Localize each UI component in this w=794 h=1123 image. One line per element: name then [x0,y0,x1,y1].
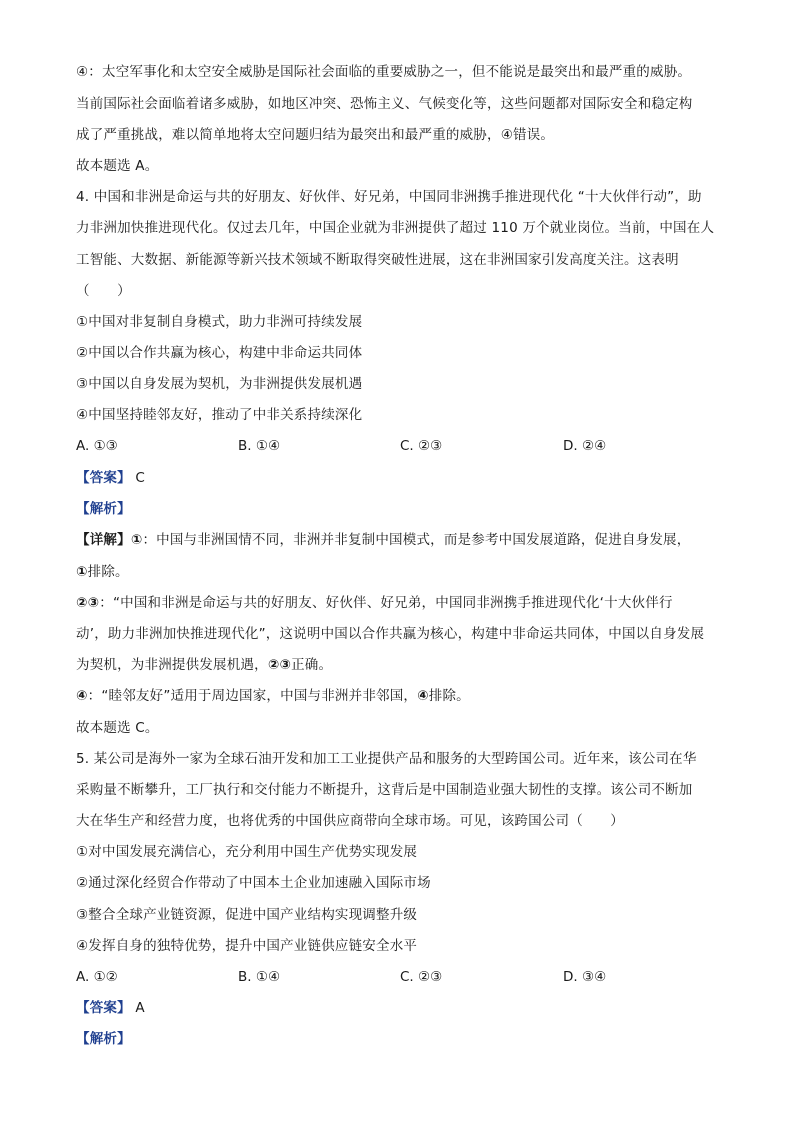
q3-conclusion: 故本题选 A。 [76,158,159,174]
q4-statement-2: ②中国以合作共赢为核心，构建中非命运共同体 [76,345,363,361]
q5-option-b: B. ①④ [238,969,281,985]
q4-stem-line-2: 力非洲加快推进现代化。仅过去几年，中国企业就为非洲提供了超过 110 万个就业岗位。当前，中国在人 [76,220,715,236]
detail-text: 排除。 [428,688,470,704]
answer-tag: 【答案】 [76,1000,131,1016]
q5-stem-line-3: 大在华生产和经营力度，也将优秀的中国供应商带向全球市场。可见，该跨国公司（ ） [76,813,624,829]
q4-analysis-heading [76,499,734,519]
q4-stem-line-4: （ ） [76,283,131,299]
q3-explanation-line-1: ④：太空军事化和太空安全威胁是国际社会面临的重要威胁之一，但不能说是最突出和最严重的威胁。 [76,64,692,80]
q3-explanation-line-3: 成了严重挑战，难以简单地将太空问题归结为最突出和最严重的威胁，④错误。 [76,127,555,143]
answer-value: A [135,1000,145,1016]
detail-text: 正确。 [291,657,333,673]
q4-statement-1: ①中国对非复制自身模式，助力非洲可持续发展 [76,314,363,330]
q5-stem-line-1: 5. 某公司是海外一家为全球石油开发和加工工业提供产品和服务的大型跨国公司。近年来，该公司在华 [76,751,697,767]
q5-statement-1: ①对中国发展充满信心，充分利用中国生产优势实现发展 [76,844,418,860]
q4-detail-line-6 [76,686,734,706]
q5-statement-2: ②通过深化经贸合作带动了中国本土企业加速融入国际市场 [76,875,431,891]
detail-ref: ④ [76,688,88,704]
q4-option-c: C. ②③ [400,438,443,454]
analysis-tag: 【解析】 [76,1031,131,1047]
q4-answer [76,468,734,488]
detail-ref: ②③ [267,657,292,673]
detail-text: 排除。 [87,564,129,580]
detail-ref: ④ [417,688,429,704]
q4-detail-line-4: 动’，助力非洲加快推进现代化”，这说明中国以合作共赢为核心，构建中非命运共同体，中国以自身发展 [76,626,705,642]
detail-ref: ① [130,532,143,548]
answer-value: C [135,470,145,486]
answer-tag: 【答案】 [76,470,131,486]
q4-conclusion: 故本题选 C。 [76,720,159,736]
detail-ref: ① [76,564,88,580]
q4-stem-line-1: 4. 中国和非洲是命运与共的好朋友、好伙伴、好兄弟，中国同非洲携手推进现代化 “十大伙伴行动”，助 [76,189,702,205]
q4-detail-line-3 [76,593,734,613]
q4-detail-line-5 [76,655,734,675]
q4-detail-line-2 [76,562,734,582]
q5-option-a: A. ①② [76,969,118,985]
q4-stem-line-3: 工智能、大数据、新能源等新兴技术领域不断取得突破性进展，这在非洲国家引发高度关注。这表明 [76,252,679,268]
q4-statement-3: ③中国以自身发展为契机，为非洲提供发展机遇 [76,376,363,392]
q5-option-d: D. ③④ [563,969,607,985]
q4-option-a: A. ①③ [76,438,118,454]
detail-text: ：“睦邻友好”适用于周边国家，中国与非洲并非邻国， [87,688,418,704]
detail-text: ：“中国和非洲是命运与共的好朋友、好伙伴、好兄弟，中国同非洲携手推进现代化‘十大伙伴行 [99,595,673,611]
q4-detail-line-1 [76,530,734,550]
detail-tag: 【详解】 [76,532,131,548]
q5-answer [76,998,734,1018]
q5-stem-line-2: 采购量不断攀升，工厂执行和交付能力不断提升，这背后是中国制造业强大韧性的支撑。该公司不断加 [76,782,693,798]
analysis-tag: 【解析】 [76,501,131,517]
q4-option-d: D. ②④ [563,438,607,454]
detail-text: 为契机，为非洲提供发展机遇， [76,657,268,673]
q5-statement-3: ③整合全球产业链资源，促进中国产业结构实现调整升级 [76,907,418,923]
q5-option-c: C. ②③ [400,969,443,985]
q3-explanation-line-2: 当前国际社会面临着诸多威胁，如地区冲突、恐怖主义、气候变化等，这些问题都对国际安全和稳定构 [76,96,693,112]
q5-statement-4: ④发挥自身的独特优势，提升中国产业链供应链安全水平 [76,938,418,954]
q4-option-b: B. ①④ [238,438,281,454]
q4-statement-4: ④中国坚持睦邻友好，推动了中非关系持续深化 [76,407,363,423]
detail-text: ：中国与非洲国情不同，非洲并非复制中国模式，而是参考中国发展道路，促进自身发展， [142,532,691,548]
q5-analysis-heading [76,1029,734,1049]
detail-ref: ②③ [76,595,100,611]
